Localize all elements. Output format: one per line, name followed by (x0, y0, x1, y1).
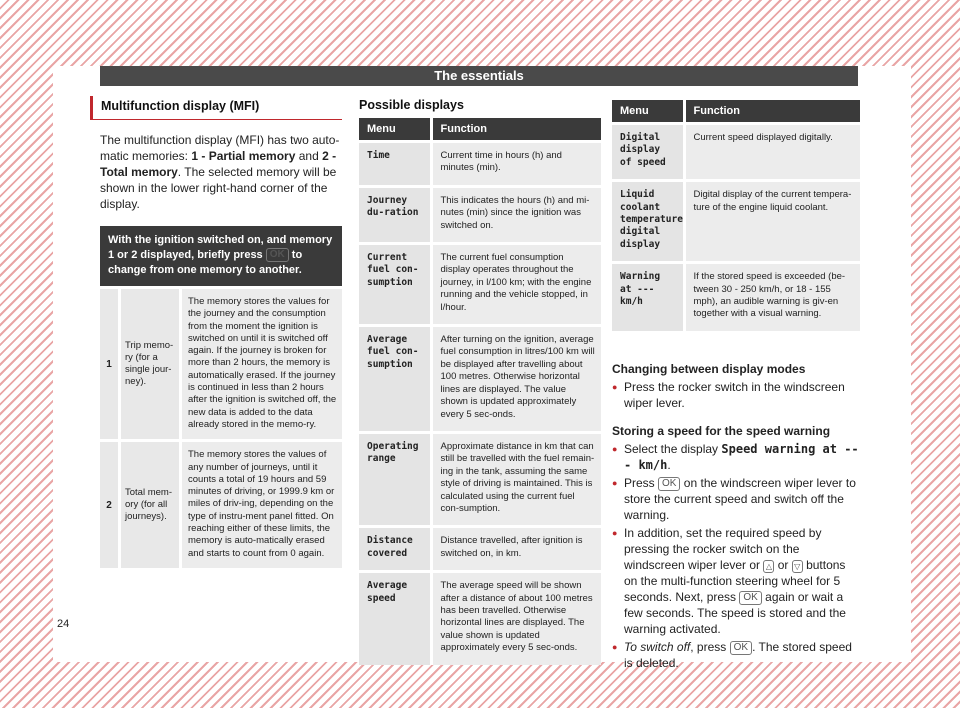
ok-key-icon: OK (739, 591, 761, 605)
table-row: Average fuel con-sumption After turning on the ignition, average fuel consumption in litres/100 km will be displayed after travelling about 100 metres. Otherwise horizontal lines are displayed. The value shown is updated approximately every 5 sec-onds. (359, 326, 601, 433)
memory-box-header: With the ignition switched on, and memory 1 or 2 displayed, briefly press OK to change from one memory to another. (100, 226, 342, 286)
storing-speed-title: Storing a speed for the speed warning (612, 423, 831, 438)
table-header: Menu Function (359, 118, 601, 142)
memory-row-2: 2 Total mem-ory (for all journeys). The memory stores the values of any number of journeys, until it counts a total of 19 hours and 59 minutes of driving, or 1999.9 km or miles of driv-ing, depending on the type of instru-ment panel fitted. On reaching either of these limits, the memory is auto-matically erased and starts to count from 0 again. (100, 439, 342, 568)
up-arrow-key-icon: △ (763, 560, 774, 573)
down-arrow-key-icon: ▽ (792, 560, 803, 573)
table-row: Time Current time in hours (h) and minutes (min). (359, 142, 601, 187)
section-title-mfi: Multifunction display (MFI) (90, 96, 342, 120)
ok-key-icon: OK (730, 641, 752, 655)
header-title: The essentials (100, 66, 858, 86)
table-row: Current fuel con-sumption The current fuel consumption display operates throughout the journey, in l/100 km; with the engine running and the vehicle stopped, in l/hour. (359, 244, 601, 326)
changing-modes-title: Changing between display modes (612, 361, 806, 376)
ok-key-icon: OK (658, 477, 680, 491)
bullet-changing: ● Press the rocker switch in the windscreen wiper lever. (612, 379, 860, 411)
table-row: Operating range Approximate distance in km that can still be travelled with the fuel remain-ing in the tank, assuming the same style of driving is maintained. This is calculated using the current fuel con-sumption. (359, 432, 601, 526)
table-row: Digital display of speed Current speed displayed digitally. (612, 124, 860, 181)
ok-key-icon: OK (266, 248, 289, 262)
memory-info-box (100, 226, 342, 568)
column-possible-displays (359, 96, 601, 665)
table-row: Average speed The average speed will be shown after a distance of about 100 metres has been travelled. Otherwise horizontal lines are displayed. The value shown is updated approximately every 5 sec-onds. (359, 572, 601, 665)
displays-table (359, 118, 601, 665)
bullet-select-display: ● Select the display Speed warning at --- km/h. (612, 441, 860, 473)
table-row: Warning at --- km/h If the stored speed is exceeded (be-tween 30 - 250 km/h, or 18 - 155 mph), an audible warning is giv-en together with a visual warning. (612, 263, 860, 331)
column-speed-warning (612, 100, 860, 671)
table-row: Journey du-ration This indicates the hours (h) and mi-nutes (min) since the ignition was switched on. (359, 186, 601, 243)
possible-displays-title: Possible displays (359, 98, 464, 112)
bullet-press-ok: ● Press OK on the windscreen wiper lever to store the current speed and switch off the warning. (612, 475, 860, 523)
page-number: 24 (57, 618, 70, 630)
mfi-intro: The multifunction display (MFI) has two auto-matic memories: 1 - Partial memory and 2 - Total memory. The selected memory will be shown in the lower right-hand corner of the display. (100, 133, 340, 211)
table-header: Menu Function (612, 100, 860, 124)
table-row: Liquid coolant temperature digital display Digital display of the current tempera-ture of the engine liquid coolant. (612, 181, 860, 263)
table-row: Distance covered Distance travelled, after ignition is switched on, in km. (359, 527, 601, 572)
memory-row-1: 1 Trip memo-ry (for a single jour-ney). The memory stores the values for the journey and the consumption from the moment the ignition is switched on until it is switched off again. If the journey is broken for more than 2 hours, the memory is automatically erased. If the journey is continued in less than 2 hours after the ignition is switched off, the new data is added to the data already stored in the memo-ry. (100, 286, 342, 439)
bullet-switch-off: ● To switch off, press OK . The stored speed is deleted. (612, 639, 860, 671)
column-mfi (100, 96, 342, 568)
bullet-set-speed: ● In addition, set the required speed by pressing the rocker switch on the windscreen wiper lever or △ or ▽ buttons on the multi-function steering wheel for 5 seconds. Next, press OK again or wait a few seconds. The speed is stored and the warning activated. (612, 525, 860, 637)
displays-table-2 (612, 100, 860, 331)
